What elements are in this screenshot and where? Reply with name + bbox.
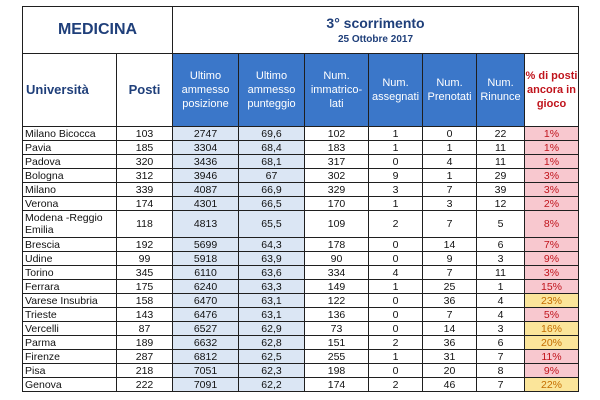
cell-posizione: 6632 bbox=[173, 336, 239, 350]
table-row bbox=[23, 127, 579, 141]
cell-posizione: 5918 bbox=[173, 252, 239, 266]
table-row bbox=[23, 169, 579, 183]
cell-universita: Parma bbox=[23, 336, 117, 350]
cell-immatricolati: 183 bbox=[305, 141, 369, 155]
table-row bbox=[23, 197, 579, 211]
cell-prenotati: 36 bbox=[423, 336, 477, 350]
cell-rinunce: 7 bbox=[477, 378, 525, 392]
cell-assegnati: 1 bbox=[369, 280, 423, 294]
cell-universita: Milano Bicocca bbox=[23, 127, 117, 141]
cell-prenotati: 7 bbox=[423, 183, 477, 197]
table-row bbox=[23, 252, 579, 266]
cell-posti: 118 bbox=[117, 211, 173, 238]
table-row bbox=[23, 238, 579, 252]
col-prenotati: Num. Prenotati bbox=[423, 54, 477, 127]
table-row bbox=[23, 336, 579, 350]
cell-rinunce: 11 bbox=[477, 155, 525, 169]
cell-posizione: 6476 bbox=[173, 308, 239, 322]
table-row bbox=[23, 294, 579, 308]
cell-rinunce: 3 bbox=[477, 252, 525, 266]
section-title: MEDICINA bbox=[23, 7, 173, 54]
cell-assegnati: 9 bbox=[369, 169, 423, 183]
cell-rinunce: 39 bbox=[477, 183, 525, 197]
report-date: 25 Ottobre 2017 bbox=[337, 34, 414, 45]
cell-posti: 287 bbox=[117, 350, 173, 364]
cell-percentuale: 11% bbox=[525, 350, 579, 364]
round-title: 3° scorrimento bbox=[326, 15, 425, 31]
cell-punteggio: 66,9 bbox=[239, 183, 305, 197]
cell-punteggio: 68,1 bbox=[239, 155, 305, 169]
cell-immatricolati: 102 bbox=[305, 127, 369, 141]
cell-rinunce: 6 bbox=[477, 238, 525, 252]
cell-posizione: 3304 bbox=[173, 141, 239, 155]
cell-universita: Pisa bbox=[23, 364, 117, 378]
cell-punteggio: 66,5 bbox=[239, 197, 305, 211]
cell-assegnati: 0 bbox=[369, 252, 423, 266]
cell-percentuale: 16% bbox=[525, 322, 579, 336]
cell-posizione: 7051 bbox=[173, 364, 239, 378]
cell-assegnati: 1 bbox=[369, 141, 423, 155]
cell-punteggio: 63,1 bbox=[239, 294, 305, 308]
ranking-table bbox=[22, 6, 579, 392]
cell-prenotati: 25 bbox=[423, 280, 477, 294]
cell-rinunce: 8 bbox=[477, 364, 525, 378]
cell-immatricolati: 174 bbox=[305, 378, 369, 392]
cell-immatricolati: 302 bbox=[305, 169, 369, 183]
cell-punteggio: 63,3 bbox=[239, 280, 305, 294]
cell-prenotati: 7 bbox=[423, 211, 477, 238]
cell-assegnati: 1 bbox=[369, 350, 423, 364]
cell-assegnati: 0 bbox=[369, 155, 423, 169]
cell-immatricolati: 90 bbox=[305, 252, 369, 266]
cell-immatricolati: 198 bbox=[305, 364, 369, 378]
cell-immatricolati: 136 bbox=[305, 308, 369, 322]
cell-assegnati: 2 bbox=[369, 378, 423, 392]
cell-percentuale: 2% bbox=[525, 197, 579, 211]
col-universita: Università bbox=[23, 54, 117, 127]
cell-rinunce: 29 bbox=[477, 169, 525, 183]
cell-percentuale: 9% bbox=[525, 252, 579, 266]
cell-percentuale: 5% bbox=[525, 308, 579, 322]
cell-prenotati: 14 bbox=[423, 238, 477, 252]
table-body bbox=[23, 127, 579, 392]
col-posti: Posti bbox=[117, 54, 173, 127]
cell-percentuale: 23% bbox=[525, 294, 579, 308]
cell-universita: Varese Insubria bbox=[23, 294, 117, 308]
cell-percentuale: 3% bbox=[525, 169, 579, 183]
cell-immatricolati: 329 bbox=[305, 183, 369, 197]
cell-posizione: 6812 bbox=[173, 350, 239, 364]
cell-posizione: 2747 bbox=[173, 127, 239, 141]
cell-immatricolati: 334 bbox=[305, 266, 369, 280]
cell-immatricolati: 317 bbox=[305, 155, 369, 169]
cell-percentuale: 9% bbox=[525, 364, 579, 378]
table-row bbox=[23, 378, 579, 392]
cell-rinunce: 4 bbox=[477, 308, 525, 322]
cell-assegnati: 3 bbox=[369, 183, 423, 197]
cell-universita: Trieste bbox=[23, 308, 117, 322]
cell-posti: 218 bbox=[117, 364, 173, 378]
cell-immatricolati: 170 bbox=[305, 197, 369, 211]
cell-posti: 345 bbox=[117, 266, 173, 280]
cell-rinunce: 4 bbox=[477, 294, 525, 308]
cell-punteggio: 63,9 bbox=[239, 252, 305, 266]
cell-universita: Brescia bbox=[23, 238, 117, 252]
cell-percentuale: 20% bbox=[525, 336, 579, 350]
cell-posizione: 6110 bbox=[173, 266, 239, 280]
cell-prenotati: 46 bbox=[423, 378, 477, 392]
cell-percentuale: 3% bbox=[525, 183, 579, 197]
cell-rinunce: 7 bbox=[477, 350, 525, 364]
cell-universita: Firenze bbox=[23, 350, 117, 364]
cell-punteggio: 64,3 bbox=[239, 238, 305, 252]
table-row bbox=[23, 322, 579, 336]
col-rinunce: Num. Rinunce bbox=[477, 54, 525, 127]
cell-immatricolati: 122 bbox=[305, 294, 369, 308]
col-ultimo-punteggio: Ultimo ammesso punteggio bbox=[239, 54, 305, 127]
cell-posti: 222 bbox=[117, 378, 173, 392]
cell-prenotati: 9 bbox=[423, 252, 477, 266]
cell-rinunce: 6 bbox=[477, 336, 525, 350]
cell-posti: 158 bbox=[117, 294, 173, 308]
cell-universita: Modena -Reggio Emilia bbox=[23, 211, 117, 238]
cell-immatricolati: 151 bbox=[305, 336, 369, 350]
cell-assegnati: 1 bbox=[369, 197, 423, 211]
cell-universita: Bologna bbox=[23, 169, 117, 183]
cell-posizione: 6240 bbox=[173, 280, 239, 294]
cell-prenotati: 4 bbox=[423, 155, 477, 169]
cell-punteggio: 68,4 bbox=[239, 141, 305, 155]
cell-universita: Milano bbox=[23, 183, 117, 197]
cell-posti: 312 bbox=[117, 169, 173, 183]
cell-prenotati: 3 bbox=[423, 197, 477, 211]
cell-rinunce: 11 bbox=[477, 266, 525, 280]
cell-universita: Vercelli bbox=[23, 322, 117, 336]
cell-assegnati: 2 bbox=[369, 211, 423, 238]
cell-posti: 143 bbox=[117, 308, 173, 322]
cell-punteggio: 69,6 bbox=[239, 127, 305, 141]
cell-posti: 192 bbox=[117, 238, 173, 252]
cell-punteggio: 62,3 bbox=[239, 364, 305, 378]
cell-rinunce: 1 bbox=[477, 280, 525, 294]
cell-immatricolati: 178 bbox=[305, 238, 369, 252]
report-title bbox=[173, 7, 579, 54]
cell-posizione: 6470 bbox=[173, 294, 239, 308]
cell-percentuale: 7% bbox=[525, 238, 579, 252]
table-row bbox=[23, 141, 579, 155]
cell-prenotati: 31 bbox=[423, 350, 477, 364]
cell-posizione: 7091 bbox=[173, 378, 239, 392]
cell-prenotati: 1 bbox=[423, 169, 477, 183]
cell-universita: Udine bbox=[23, 252, 117, 266]
cell-immatricolati: 149 bbox=[305, 280, 369, 294]
table-row bbox=[23, 155, 579, 169]
cell-posti: 103 bbox=[117, 127, 173, 141]
cell-posti: 320 bbox=[117, 155, 173, 169]
cell-percentuale: 8% bbox=[525, 211, 579, 238]
cell-universita: Ferrara bbox=[23, 280, 117, 294]
table-row bbox=[23, 308, 579, 322]
cell-universita: Torino bbox=[23, 266, 117, 280]
cell-posizione: 6527 bbox=[173, 322, 239, 336]
cell-punteggio: 62,2 bbox=[239, 378, 305, 392]
cell-posizione: 4813 bbox=[173, 211, 239, 238]
cell-punteggio: 62,9 bbox=[239, 322, 305, 336]
cell-assegnati: 2 bbox=[369, 336, 423, 350]
cell-immatricolati: 255 bbox=[305, 350, 369, 364]
cell-posizione: 4301 bbox=[173, 197, 239, 211]
cell-percentuale: 22% bbox=[525, 378, 579, 392]
cell-posti: 87 bbox=[117, 322, 173, 336]
cell-rinunce: 11 bbox=[477, 141, 525, 155]
cell-assegnati: 0 bbox=[369, 238, 423, 252]
table-row bbox=[23, 364, 579, 378]
cell-posizione: 5699 bbox=[173, 238, 239, 252]
cell-percentuale: 3% bbox=[525, 266, 579, 280]
cell-rinunce: 5 bbox=[477, 211, 525, 238]
cell-universita: Pavia bbox=[23, 141, 117, 155]
cell-posti: 189 bbox=[117, 336, 173, 350]
cell-immatricolati: 73 bbox=[305, 322, 369, 336]
cell-assegnati: 0 bbox=[369, 294, 423, 308]
cell-posizione: 3436 bbox=[173, 155, 239, 169]
cell-immatricolati: 109 bbox=[305, 211, 369, 238]
cell-punteggio: 65,5 bbox=[239, 211, 305, 238]
cell-posti: 99 bbox=[117, 252, 173, 266]
cell-punteggio: 62,8 bbox=[239, 336, 305, 350]
cell-posizione: 3946 bbox=[173, 169, 239, 183]
cell-rinunce: 3 bbox=[477, 322, 525, 336]
col-percentuale: % di posti ancora in gioco bbox=[525, 54, 579, 127]
cell-percentuale: 1% bbox=[525, 127, 579, 141]
table-row bbox=[23, 280, 579, 294]
cell-posti: 339 bbox=[117, 183, 173, 197]
cell-assegnati: 1 bbox=[369, 127, 423, 141]
cell-universita: Genova bbox=[23, 378, 117, 392]
cell-percentuale: 1% bbox=[525, 155, 579, 169]
cell-prenotati: 7 bbox=[423, 308, 477, 322]
cell-rinunce: 22 bbox=[477, 127, 525, 141]
table-row bbox=[23, 350, 579, 364]
cell-punteggio: 63,1 bbox=[239, 308, 305, 322]
cell-prenotati: 7 bbox=[423, 266, 477, 280]
cell-punteggio: 62,5 bbox=[239, 350, 305, 364]
cell-universita: Verona bbox=[23, 197, 117, 211]
cell-prenotati: 36 bbox=[423, 294, 477, 308]
cell-punteggio: 67 bbox=[239, 169, 305, 183]
col-assegnati: Num. assegnati bbox=[369, 54, 423, 127]
table-row bbox=[23, 266, 579, 280]
cell-prenotati: 1 bbox=[423, 141, 477, 155]
table-row bbox=[23, 183, 579, 197]
cell-assegnati: 4 bbox=[369, 266, 423, 280]
cell-posizione: 4087 bbox=[173, 183, 239, 197]
cell-prenotati: 20 bbox=[423, 364, 477, 378]
cell-posti: 174 bbox=[117, 197, 173, 211]
cell-posti: 185 bbox=[117, 141, 173, 155]
cell-posti: 175 bbox=[117, 280, 173, 294]
table-row bbox=[23, 211, 579, 238]
cell-rinunce: 12 bbox=[477, 197, 525, 211]
cell-percentuale: 15% bbox=[525, 280, 579, 294]
cell-universita: Padova bbox=[23, 155, 117, 169]
cell-prenotati: 0 bbox=[423, 127, 477, 141]
cell-percentuale: 1% bbox=[525, 141, 579, 155]
cell-assegnati: 0 bbox=[369, 322, 423, 336]
cell-prenotati: 14 bbox=[423, 322, 477, 336]
cell-assegnati: 0 bbox=[369, 308, 423, 322]
col-immatricolati: Num. immatrico-lati bbox=[305, 54, 369, 127]
cell-punteggio: 63,6 bbox=[239, 266, 305, 280]
cell-assegnati: 0 bbox=[369, 364, 423, 378]
col-ultimo-posizione: Ultimo ammesso posizione bbox=[173, 54, 239, 127]
